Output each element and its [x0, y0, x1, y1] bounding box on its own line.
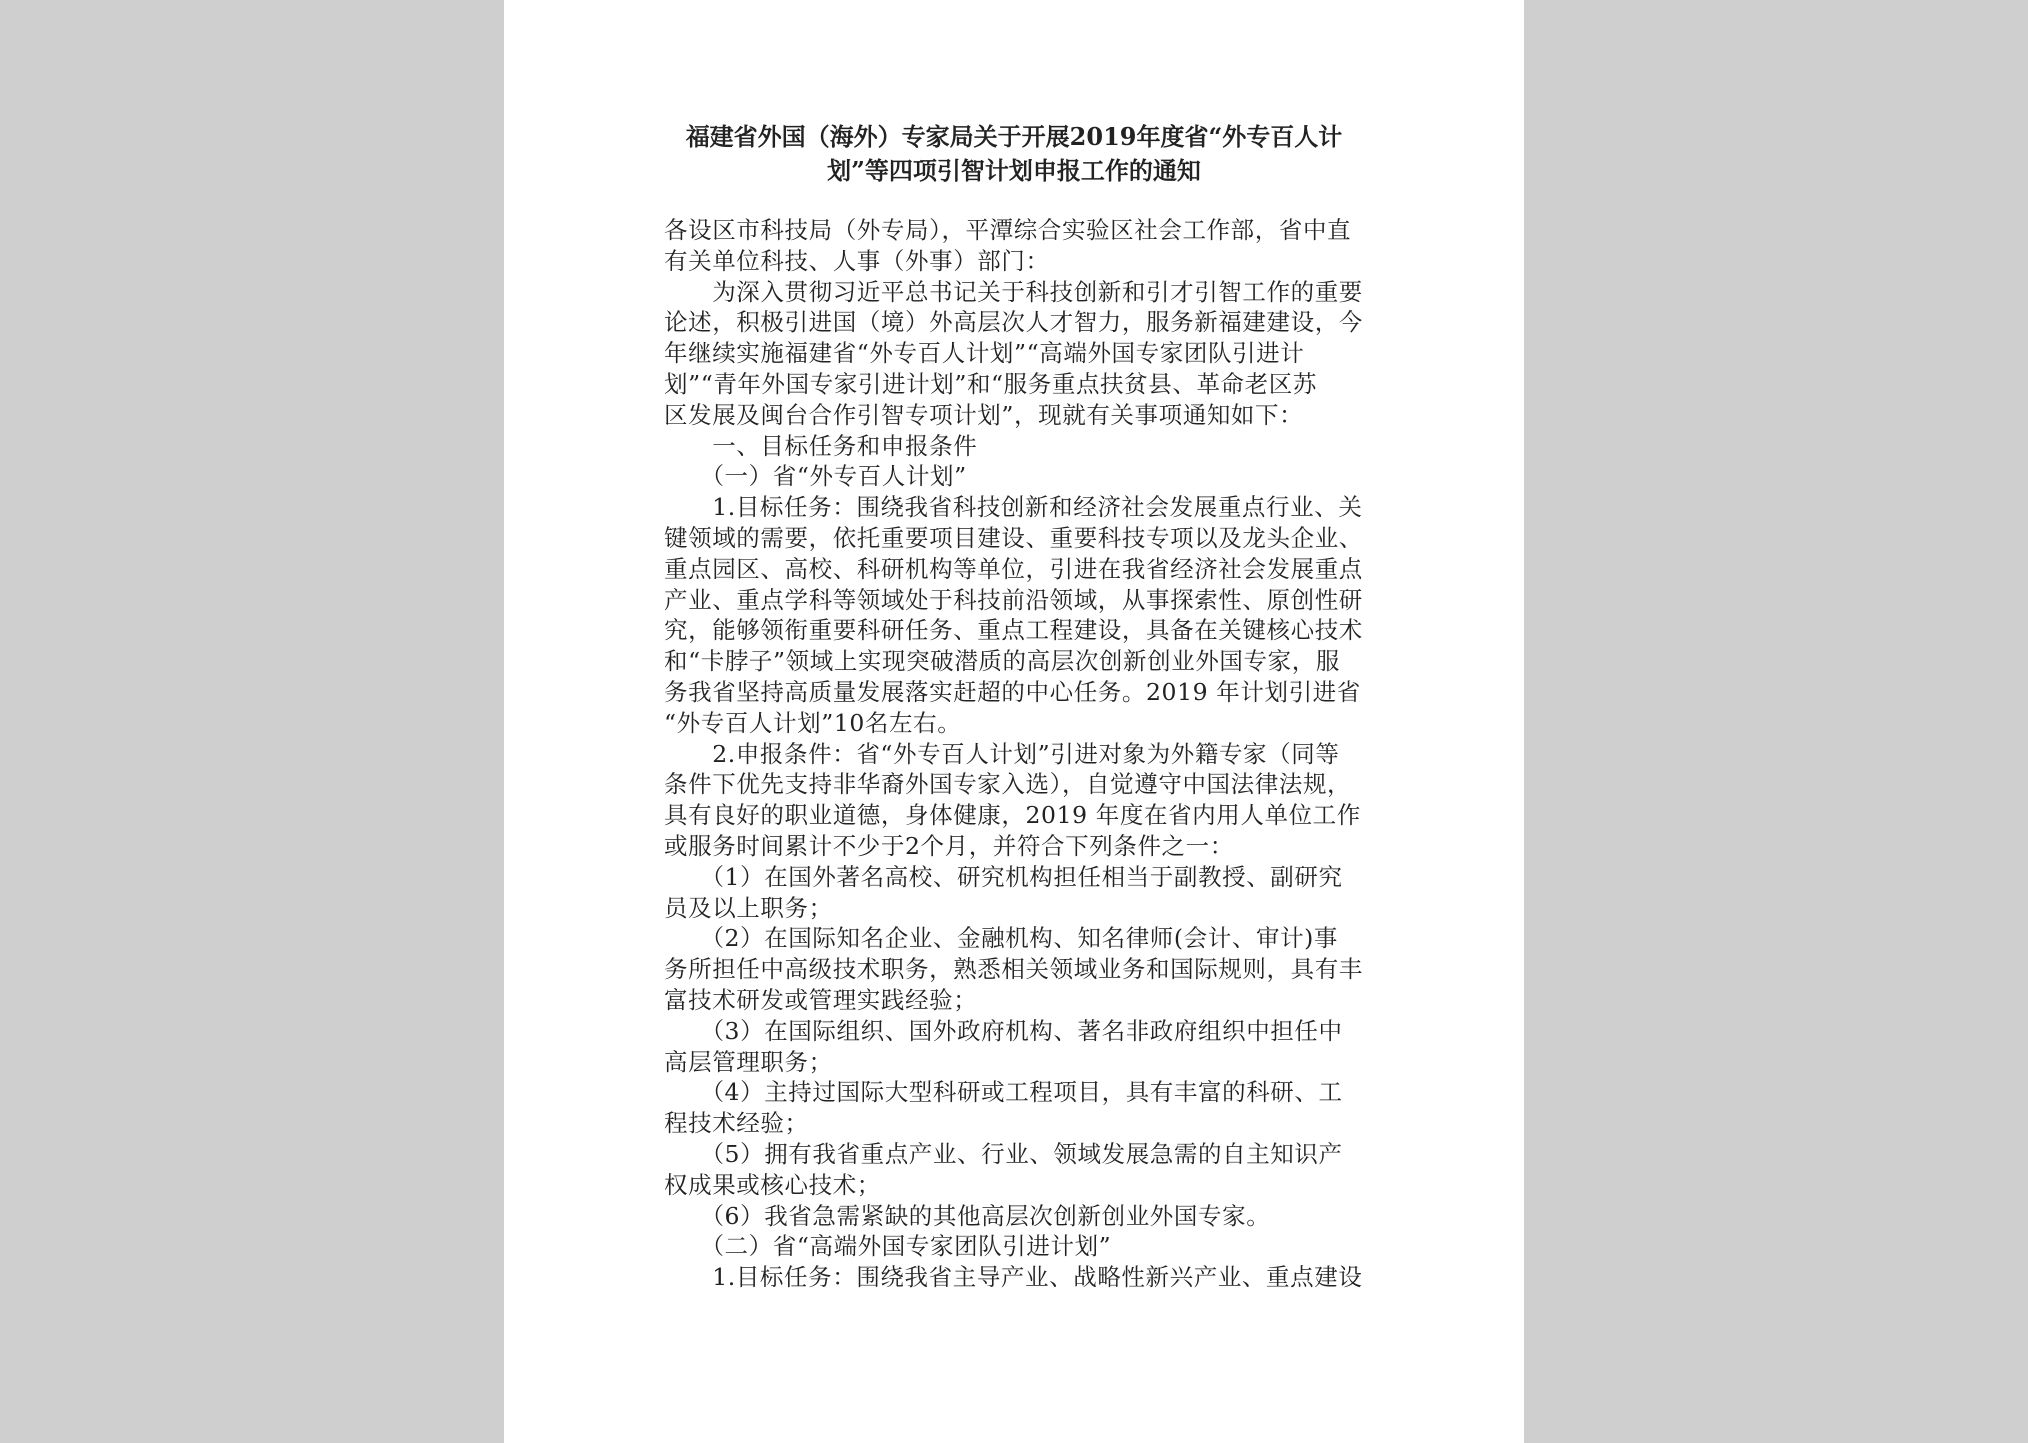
list-item: 高层管理职务；	[664, 1047, 833, 1076]
title-line-2: 划”等四项引智计划申报工作的通知	[827, 156, 1201, 185]
list-item: （6）我省急需紧缺的其他高层次创新创业外国专家。	[664, 1201, 1271, 1230]
body-line: 区发展及闽台合作引智专项计划”，现就有关事项通知如下：	[664, 400, 1304, 429]
body-line: 为深入贯彻习近平总书记关于科技创新和引才引智工作的重要	[664, 277, 1363, 306]
document-page	[504, 0, 1524, 1443]
subsection-heading: （一）省“外专百人计划”	[664, 462, 967, 491]
list-item: （3）在国际组织、国外政府机构、著名非政府组织中担任中	[664, 1016, 1343, 1045]
body-line: 有关单位科技、人事（外事）部门：	[664, 246, 1050, 275]
body-line: 产业、重点学科等领域处于科技前沿领域，从事探索性、原创性研	[664, 585, 1363, 614]
list-item: （1）在国外著名高校、研究机构担任相当于副教授、副研究	[664, 862, 1343, 891]
body-line: 2.申报条件：省“外专百人计划”引进对象为外籍专家（同等	[664, 739, 1340, 768]
list-item: 员及以上职务；	[664, 893, 833, 922]
body-line: 或服务时间累计不少于2个月，并符合下列条件之一：	[664, 831, 1234, 860]
list-item: （2）在国际知名企业、金融机构、知名律师(会计、审计)事	[664, 924, 1339, 953]
body-line: 1.目标任务：围绕我省主导产业、战略性新兴产业、重点建设	[664, 1263, 1363, 1292]
list-item: （4）主持过国际大型科研或工程项目，具有丰富的科研、工	[664, 1078, 1343, 1107]
body-line: 论述，积极引进国（境）外高层次人才智力，服务新福建建设，今	[664, 308, 1363, 337]
list-item: 富技术研发或管理实践经验；	[664, 985, 978, 1014]
body-line: 划”“青年外国专家引进计划”和“服务重点扶贫县、革命老区苏	[664, 369, 1317, 398]
body-line: 和“卡脖子”领域上实现突破潜质的高层次创新创业外国专家，服	[664, 647, 1340, 676]
list-item: 程技术经验；	[664, 1109, 809, 1138]
body-line: 具有良好的职业道德，身体健康，2019 年度在省内用人单位工作	[664, 801, 1361, 830]
body-line: 务我省坚持高质量发展落实赶超的中心任务。2019 年计划引进省	[664, 677, 1361, 706]
document-body	[664, 215, 1372, 1293]
list-item: （5）拥有我省重点产业、行业、领域发展急需的自主知识产	[664, 1139, 1343, 1168]
list-item: 权成果或核心技术；	[664, 1170, 881, 1199]
body-line: 键领域的需要，依托重要项目建设、重要科技专项以及龙头企业、	[664, 523, 1363, 552]
subsection-heading: （二）省“高端外国专家团队引进计划”	[664, 1232, 1112, 1261]
body-line: 年继续实施福建省“外专百人计划”“高端外国专家团队引进计	[664, 339, 1305, 368]
body-line: 究，能够领衔重要科研任务、重点工程建设，具备在关键核心技术	[664, 616, 1363, 645]
body-line: 条件下优先支持非华裔外国专家入选），自觉遵守中国法律法规，	[664, 770, 1352, 799]
section-heading: 一、目标任务和申报条件	[664, 431, 978, 460]
body-line: 重点园区、高校、科研机构等单位，引进在我省经济社会发展重点	[664, 554, 1363, 583]
body-line: 1.目标任务：围绕我省科技创新和经济社会发展重点行业、关	[664, 493, 1363, 522]
document-title	[504, 120, 1524, 188]
body-line: 各设区市科技局（外专局），平潭综合实验区社会工作部，省中直	[664, 216, 1352, 244]
list-item: 务所担任中高级技术职务，熟悉相关领域业务和国际规则，具有丰	[664, 955, 1363, 984]
title-line-1: 福建省外国（海外）专家局关于开展2019年度省“外专百人计	[685, 122, 1343, 151]
body-line: “外专百人计划”10名左右。	[664, 708, 962, 737]
